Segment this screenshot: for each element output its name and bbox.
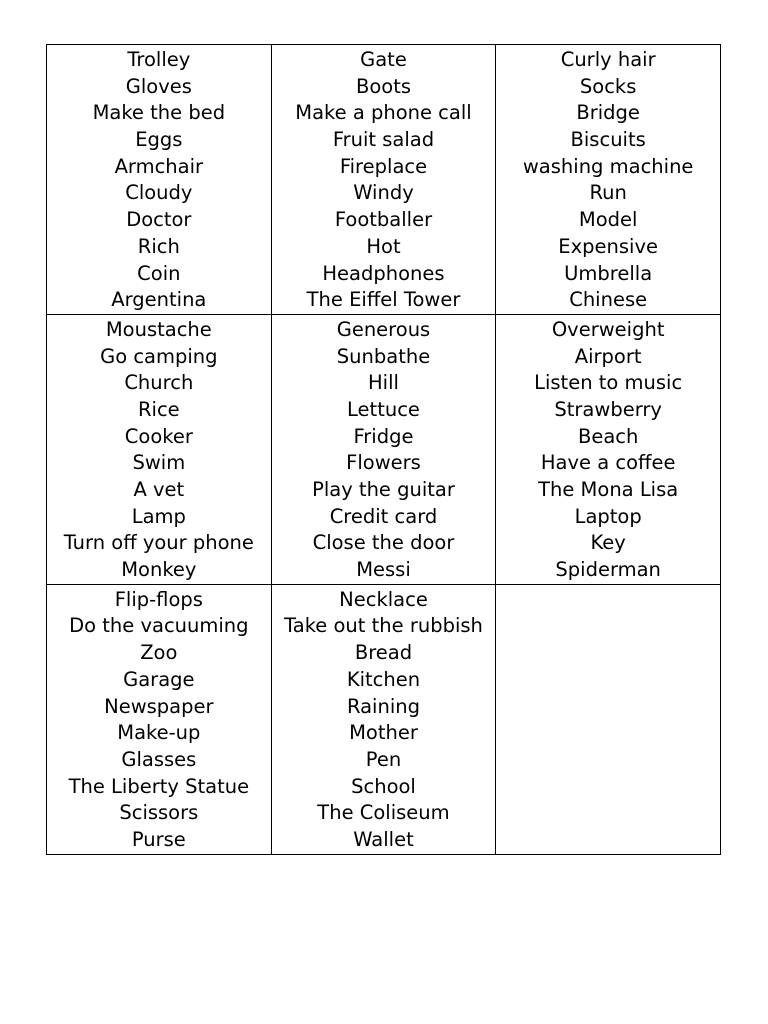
word-list <box>47 315 271 584</box>
word-item: Trolley <box>127 48 191 71</box>
grid-row-2 <box>47 314 721 584</box>
word-cell <box>271 314 496 584</box>
word-list <box>47 585 271 854</box>
word-list <box>496 45 720 314</box>
word-item: Gloves <box>125 74 192 98</box>
word-list <box>496 315 720 584</box>
word-list <box>47 45 271 314</box>
word-item: Necklace <box>339 587 428 611</box>
word-item: Flip-flops <box>114 587 203 611</box>
word-item: Messi <box>356 558 411 582</box>
word-item: Sunbathe <box>336 344 431 368</box>
word-item: Expensive <box>558 234 659 258</box>
word-item: Footballer <box>334 208 433 232</box>
word-list <box>272 315 496 584</box>
word-item: Pen <box>365 747 402 771</box>
word-item: Credit card <box>329 504 438 528</box>
word-item: Listen to music <box>534 371 683 395</box>
word-item: Go camping <box>100 344 218 368</box>
word-item: Moustache <box>105 317 212 341</box>
word-item: Kitchen <box>346 667 421 691</box>
word-item: The Mona Lisa <box>538 478 679 501</box>
word-item: Scissors <box>119 801 199 825</box>
word-item: Generous <box>336 317 431 341</box>
word-item: Key <box>590 531 626 555</box>
word-item: Boots <box>355 74 411 98</box>
word-cell <box>496 314 721 584</box>
word-item: Run <box>589 181 627 205</box>
word-item: Make the bed <box>92 101 226 125</box>
word-item: Church <box>124 371 194 395</box>
word-item: Lettuce <box>347 397 420 421</box>
word-list <box>496 585 720 587</box>
word-item: Eggs <box>135 128 183 152</box>
word-item: Headphones <box>322 261 445 285</box>
word-cell <box>496 45 721 315</box>
word-item: Hot <box>366 234 401 258</box>
word-item: Socks <box>579 74 637 98</box>
word-item: Bread <box>354 641 413 665</box>
word-item: Have a coffee <box>540 451 676 475</box>
word-item: Fireplace <box>339 154 428 178</box>
word-item: The Coliseum <box>317 801 450 825</box>
word-item: Rich <box>137 234 180 258</box>
word-item: Play the guitar <box>312 478 455 501</box>
word-item: Doctor <box>126 208 192 232</box>
word-item: Laptop <box>574 504 642 528</box>
word-item: washing machine <box>522 154 694 178</box>
word-item: Lamp <box>131 504 186 528</box>
word-item: Flowers <box>346 451 421 475</box>
word-item: Overweight <box>551 317 665 341</box>
word-item: Newspaper <box>104 694 214 718</box>
word-item: Bridge <box>576 101 640 125</box>
word-item: Take out the rubbish <box>284 614 483 638</box>
word-item: Hill <box>368 371 399 395</box>
word-item: Make a phone call <box>295 101 472 125</box>
word-item: Close the door <box>312 531 455 555</box>
word-item: The Eiffel Tower <box>306 288 461 312</box>
word-cell <box>271 584 496 854</box>
word-cell <box>47 45 272 315</box>
word-item: Windy <box>353 181 414 205</box>
word-item: Purse <box>131 827 186 851</box>
word-item: Biscuits <box>570 128 646 152</box>
word-item: The Liberty Statue <box>68 774 250 798</box>
word-item: Turn off your phone <box>63 531 254 555</box>
word-item: Glasses <box>121 747 197 771</box>
word-item: Fridge <box>353 424 414 448</box>
word-item: Make-up <box>117 721 201 745</box>
word-item: Airport <box>574 344 642 368</box>
word-item: Cloudy <box>125 181 193 205</box>
word-item: Gate <box>360 48 407 71</box>
word-item: Wallet <box>353 827 414 851</box>
word-item: Model <box>578 208 638 232</box>
grid-row-3 <box>47 584 721 854</box>
word-item: Zoo <box>140 641 178 665</box>
word-item: Do the vacuuming <box>69 614 249 638</box>
word-item: Rice <box>137 397 180 421</box>
empty-cell <box>496 584 721 854</box>
word-cell <box>47 584 272 854</box>
word-item: Cooker <box>124 424 193 448</box>
grid-row-1 <box>47 45 721 315</box>
word-list <box>272 585 496 854</box>
word-item: A vet <box>133 478 185 501</box>
word-item: Mother <box>349 721 418 745</box>
word-cell <box>47 314 272 584</box>
word-item: Curly hair <box>560 48 656 71</box>
word-item: Beach <box>577 424 639 448</box>
word-item: Spiderman <box>555 558 661 582</box>
word-item: Garage <box>123 667 195 691</box>
word-item: Umbrella <box>564 261 653 285</box>
word-cell <box>271 45 496 315</box>
word-list <box>272 45 496 314</box>
word-item: School <box>351 774 416 798</box>
word-item: Coin <box>137 261 181 285</box>
word-item: Raining <box>346 694 420 718</box>
word-item: Swim <box>132 451 186 475</box>
word-item: Argentina <box>111 288 207 312</box>
word-item: Armchair <box>114 154 204 178</box>
word-item: Chinese <box>569 288 648 312</box>
word-grid <box>46 44 721 855</box>
word-item: Fruit salad <box>332 128 435 152</box>
word-item: Strawberry <box>554 397 662 421</box>
word-item: Monkey <box>121 558 197 582</box>
